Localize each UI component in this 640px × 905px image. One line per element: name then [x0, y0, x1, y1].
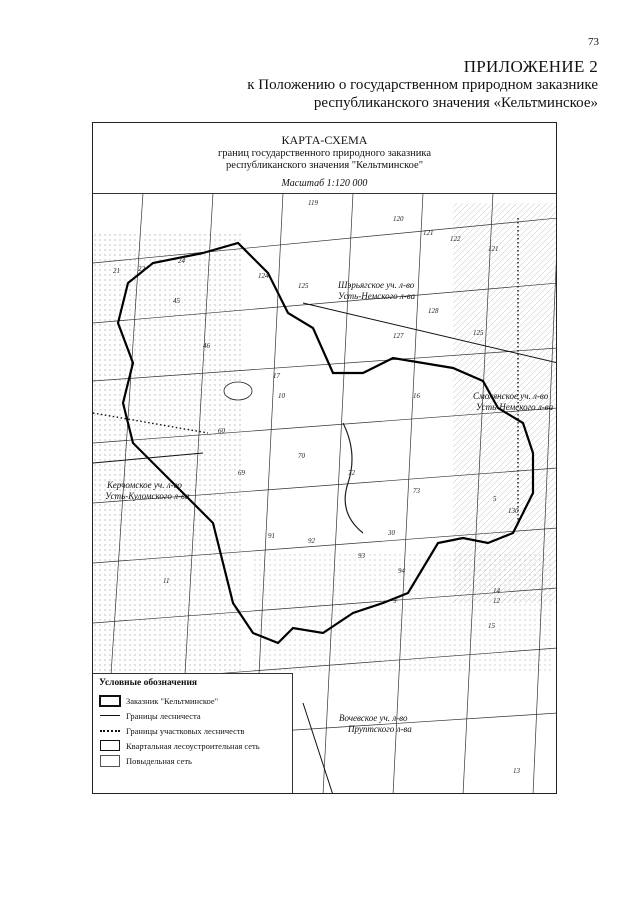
- map-frame: [92, 122, 557, 794]
- legend-item-reserve: [99, 693, 286, 708]
- label-vochev-2: Пруптского л-ва: [348, 724, 412, 734]
- svg-text:91: 91: [268, 532, 275, 540]
- svg-text:15: 15: [488, 622, 495, 630]
- reserve-symbol: [99, 695, 121, 707]
- legend-label: Повыдельная сеть: [126, 755, 192, 766]
- svg-text:92: 92: [308, 537, 315, 545]
- dots-symbol: [99, 730, 121, 732]
- svg-text:93: 93: [358, 552, 365, 560]
- svg-text:11: 11: [163, 577, 170, 585]
- line-symbol: [99, 715, 121, 716]
- svg-text:30: 30: [388, 529, 395, 537]
- svg-text:121: 121: [423, 229, 434, 237]
- map-title-box: [93, 123, 556, 194]
- legend-item-quarter: [99, 738, 286, 753]
- svg-text:125: 125: [473, 329, 484, 337]
- label-vochev-1: Вочевское уч. л-во: [339, 713, 408, 723]
- svg-text:5: 5: [493, 495, 497, 503]
- label-smolyan-1: Смолянское уч. л-во: [473, 391, 549, 401]
- map-title: КАРТА-СХЕМА: [281, 133, 368, 147]
- svg-text:17: 17: [273, 372, 280, 380]
- page-number: 73: [588, 36, 599, 48]
- svg-text:70: 70: [298, 452, 305, 460]
- forest-area-west: [93, 233, 243, 683]
- legend: [93, 673, 293, 793]
- svg-text:10: 10: [278, 392, 285, 400]
- svg-text:94: 94: [398, 567, 405, 575]
- grid-symbol: [99, 755, 121, 767]
- map-subtitle-2: республиканского значения "Кельтминское": [226, 160, 423, 171]
- svg-text:60: 60: [218, 427, 225, 435]
- svg-text:69: 69: [238, 469, 245, 477]
- svg-text:46: 46: [203, 342, 210, 350]
- legend-item-grid: [99, 753, 286, 768]
- svg-text:22: 22: [138, 265, 145, 273]
- svg-text:130: 130: [508, 507, 519, 515]
- svg-text:12: 12: [493, 597, 500, 605]
- legend-title: Условные обозначения: [99, 678, 198, 688]
- svg-text:73: 73: [413, 487, 420, 495]
- svg-text:122: 122: [450, 235, 461, 243]
- legend-label: Границы участковых лесничеств: [126, 725, 245, 736]
- svg-text:16: 16: [413, 392, 420, 400]
- legend-label: Заказник "Кельтминское": [126, 695, 219, 706]
- svg-text:72: 72: [348, 469, 355, 477]
- label-shryag-2: Усть-Немского л-ва: [338, 291, 416, 301]
- svg-text:125: 125: [298, 282, 309, 290]
- legend-label: Границы лесничеста: [126, 710, 201, 721]
- legend-label: Квартальная лесоустроительная сеть: [126, 740, 260, 751]
- svg-text:14: 14: [493, 587, 500, 595]
- legend-item-sections: [99, 723, 286, 738]
- svg-text:24: 24: [178, 257, 185, 265]
- svg-text:9: 9: [393, 597, 397, 605]
- appendix-subtitle-2: республиканского значения «Кельтминское»: [313, 95, 598, 111]
- map-scale: Масштаб 1:120 000: [281, 178, 368, 189]
- svg-text:127: 127: [393, 332, 404, 340]
- svg-text:128: 128: [428, 307, 439, 315]
- svg-text:13: 13: [513, 767, 520, 775]
- legend-item-forestry: [99, 708, 286, 723]
- appendix-subtitle-1: к Положению о государственном природном заказнике: [247, 77, 598, 93]
- svg-text:119: 119: [308, 199, 318, 207]
- label-kerchom-1: Керчомское уч. л-во: [107, 480, 182, 490]
- svg-text:120: 120: [393, 215, 404, 223]
- label-shryag-1: Шэрьягское уч. л-во: [338, 280, 415, 290]
- svg-text:21: 21: [113, 267, 120, 275]
- appendix-header: [247, 58, 598, 112]
- svg-text:124: 124: [258, 272, 269, 280]
- quarter-symbol: [99, 740, 121, 751]
- svg-text:121: 121: [488, 245, 499, 253]
- appendix-title: ПРИЛОЖЕНИЕ 2: [463, 57, 598, 76]
- river: [343, 423, 363, 533]
- lake: [224, 382, 252, 400]
- svg-text:45: 45: [173, 297, 180, 305]
- map-subtitle-1: границ государственного природного заказника: [217, 148, 432, 159]
- label-kerchom-2: Усть-Куломского л-ва: [105, 491, 190, 501]
- label-smolyan-2: Усть-Немского л-ва: [476, 402, 554, 412]
